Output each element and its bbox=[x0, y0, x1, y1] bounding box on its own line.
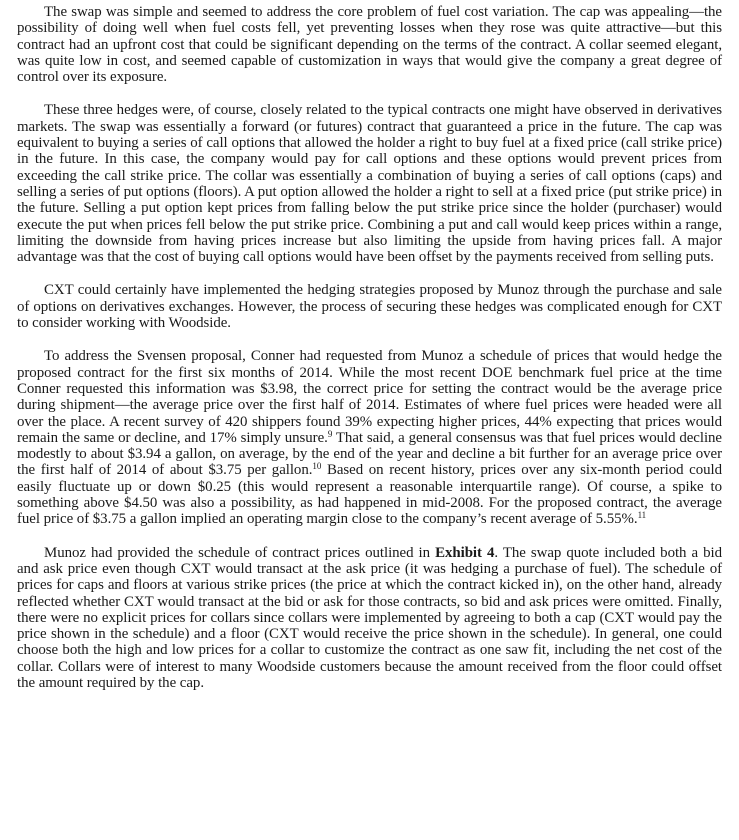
paragraph-exchange-alternative bbox=[17, 282, 722, 331]
paragraph-text: These three hedges were, of course, closely related to the typical contracts one might have observed in derivatives markets. The swap was essentially a forward (or futures) contract that guaranteed a price in the future. The cap was equivalent to buying a series of call options that allowed the holder a right to buy fuel at a fixed price (call strike price) in the future. In this case, the company would pay for call options and these options would prevent prices from exceeding the call strike price. The collar was essentially a combination of buying a series of call options (caps) and selling a series of put options (floors). A put option allowed the holder a right to sell at a fixed price (put strike price) in the future. Selling a put option kept prices from falling below the put strike price since the holder (purchaser) would execute the put when prices fell below the put strike price. Combining a put and call would keep prices within a range, limiting the downside from having prices increase but also limiting the upside from having prices fall. A major advantage was that the cost of buying call options would have been offset by the payments received from selling puts. bbox=[17, 102, 722, 266]
paragraph-text: . The swap quote included both a bid and ask price even though CXT would transact at the ask price (it was hedging a purchase of fuel). The schedule of prices for caps and floors at various strike prices (the price at which the contract kicked in), on the other hand, already reflected whether CXT would transact at the bid or ask for those contracts, so bid and ask prices were omitted. Finally, there were no explicit prices for collars since collars were implemented by agreeing to both a cap (CXT would pay the price shown in the schedule) and a floor (CXT would receive the price shown in the schedule). In general, one could choose both the high and low prices for a collar to customize the contract as one saw fit, including the net cost of the collar. Collars were of interest to many Woodside customers because the amount received from the floor could offset the amount required by the cap. bbox=[17, 544, 722, 691]
paragraph-text: CXT could certainly have implemented the hedging strategies proposed by Munoz through the purchase and sale of options on derivatives exchanges. However, the process of securing these hedges was complicated enough for CXT to consider working with Woodside. bbox=[17, 282, 722, 332]
footnote-ref: 11 bbox=[637, 510, 647, 521]
exhibit-reference: Exhibit 4 bbox=[435, 544, 495, 561]
paragraph-text: The swap was simple and seemed to address the core problem of fuel cost variation. The cap was appealing—the possibility of doing well when fuel costs fell, yet preventing losses when they rose was quite attractive—but this contract had an upfront cost that could be significant depending on the terms of the contract. A collar seemed elegant, was quite low in cost, and seemed capable of customization in ways that would give the company a great degree of control over its exposure. bbox=[17, 4, 722, 86]
paragraph-text: Based on recent history, prices over any six-month period could easily fluctuate up or down $0.25 (this would represent a reasonable interquartile range). Of course, a spike to something above $4.50 was also a possibility, as had happened in mid-2008. For the proposed contract, the average fuel price of $3.75 a gallon implied an operating margin close to the company’s recent average of 5.55%. bbox=[17, 462, 723, 528]
footnote-ref: 10 bbox=[312, 461, 322, 472]
footnote-ref: 9 bbox=[327, 428, 333, 439]
paragraph-text: That said, a general consensus was that fuel prices would decline modestly to about $3.94 a gallon, on average, by the end of the year and decline a bit further for an average price over the first half of 2014 of about $3.75 per gallon. bbox=[17, 429, 722, 479]
paragraph-svensen-proposal bbox=[17, 348, 722, 527]
paragraph-derivatives-explanation bbox=[17, 102, 722, 265]
paragraph-exhibit-schedule bbox=[17, 545, 722, 692]
paragraph-text: Munoz had provided the schedule of contract prices outlined in bbox=[44, 544, 436, 561]
paragraph-hedge-comparison bbox=[17, 4, 722, 85]
paragraph-text: To address the Svensen proposal, Conner had requested from Munoz a schedule of prices that would hedge the proposed contract for the first six months of 2014. While the most recent DOE benchmark fuel price at the time Conner requested this information was $3.98, the correct price for setting the contract would be the average price during shipment—the average price over the first half of 2014. Estimates of where fuel prices were headed were all over the place. A recent survey of 420 shippers found 39% expecting higher prices, 44% expecting that prices would remain the same or decline, and 17% simply unsure. bbox=[17, 348, 722, 446]
